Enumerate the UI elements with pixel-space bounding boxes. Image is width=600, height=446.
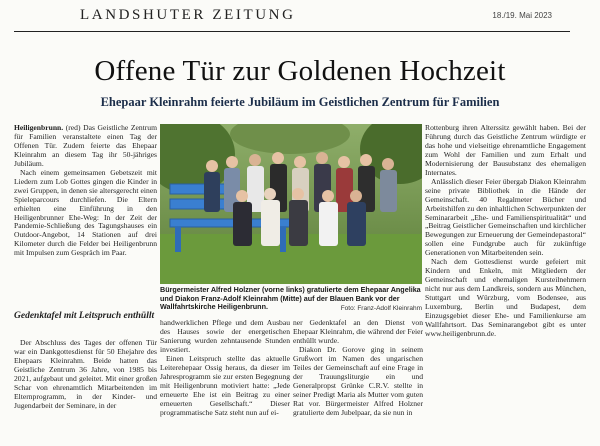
paragraph: Diakon Dr. Gorove ging in seinem Grußwort im Namen des ungarischen Teiles der Gemeinschaft auf eine Frage in der Trauungsliturgie ein und Generalpropst Grünke C.R.V. stellte in seiner Predigt Maria als Mutter vom guten Rat vor. Bürgermeister Alfred Holzner gratulierte dem Jubelpaar, da sie nun in	[293, 344, 423, 417]
dateline: Heiligenbrunn.	[14, 123, 64, 132]
article-column-1	[14, 124, 157, 258]
masthead: LANDSHUTER ZEITUNG	[80, 7, 296, 23]
paragraph: Der Abschluss des Tages der offenen Tür war ein Dankgottesdienst für 50 Ehejahre des Ehepaars Kleinrahm. Beide hatten das Geistliche Zentrum 36 Jahre, von 1985 bis 2021, aufgebaut und geleitet. Mit einer großen Schar von ehrenamtlich Mitarbeitenden im Elternprogramm, in der Kinder- und Jugendarbeit der Seminare, in der	[14, 338, 157, 410]
paragraph: Nach einem gemeinsamen Gebetszeit mit Liedern zum Lob Gottes gingen die Kinder in zwei Gruppen, in denen sie altersgerecht einen Spieleparcours durchliefen. Die Eltern erhielten eine Einführung in den Heiligenbrunner Ehe-Weg: In der Zeit der Pandemie-Schließung des Tagungshauses ein Outdoor-Angebot, 14 Stationen auf drei Kilometer durch die Felder bei Heiligenbrunn mit Impulsen zum Gespräch im Paar.	[14, 167, 157, 258]
paragraph: ner Gedenktafel an den Dienst von Ehepaar Kleinrahm, die während der Feier enthüllt wurde.	[293, 318, 423, 345]
paragraph: Anlässlich dieser Feier übergab Diakon Kleinrahm seine private Bibliothek in die Hände der Gemeinschaft. 40 Regalmeter Bücher und Arbeitshilfen zu den inhaltlichen Schwerpunkten der Seminararbeit „Ehe- und Familienspiritualität“ und „Beitrag Geistlicher Gemeinschaften und kirchlicher Bewegungen zur Erneuerung der Gemeindepastoral“ sollen eine Fundgrube auch für zukünftige Generationen von Mitarbeitenden sein.	[425, 176, 586, 258]
issue-date: 18./19. Mai 2023	[492, 11, 552, 20]
headline: Offene Tür zur Goldenen Hochzeit	[94, 55, 506, 87]
subheadline: Ehepaar Kleinrahm feierte Jubiläum im Geistlichen Zentrum für Familien	[100, 95, 500, 109]
article-column-3	[293, 319, 423, 417]
article-column-4	[425, 124, 586, 339]
photo-caption: Bürgermeister Alfred Holzner (vorne links) gratulierte dem Ehepaar Angelika und Diakon Franz-Adolf Kleinrahm (Mitte) auf der Blauen Bank vor der Wallfahrtskirche Heiligenbrunn.	[160, 285, 421, 312]
article-column-2	[160, 319, 290, 417]
photo-credit: Foto: Franz-Adolf Kleinrahm	[340, 305, 422, 312]
paragraph: Einen Leitspruch stellte das aktuelle Leiterehepaar Ossig heraus, da dieser im Jahresprogramm sie zur ersten Begegnung mit Heiligenbrunn motiviert hatte: „Jede erneuerte Ehe ist ein Beitrag zu einer erneuerten Gesellschaft.“ Dieser programmatische Satz steht nun auf ei-	[160, 353, 290, 417]
paragraph: Nach dem Gottesdienst wurde gefeiert mit Kindern und Enkeln, mit Mitgliedern der Gemeinschaft und ehemaligen Kursteilnehmern nicht nur aus dem Landkreis, sondern aus München, Stuttgart und Würzburg, vom Bodensee, aus Luxemburg, Berlin und Budapest, dem Einzugsgebiet dieser Ehe- und Familienkurse am Wallfahrtsort. Das Seminarangebot gibt es unter www.heiligenbrunn.de.	[425, 257, 586, 338]
paragraph: Rottenburg ihren Alterssitz gewählt haben. Bei der Führung durch das Geistliche Zentrum würdigte er das hohe und vielseitige ehrenamtliche Engagement zum Wohl der Familien und zum Erhalt und Modernisierung der Bausubstanz des ehemaligen Internates.	[425, 123, 586, 177]
article-column-1-lower	[14, 339, 157, 411]
section-subhead: Gedenktafel mit Leitspruch enthüllt	[14, 311, 155, 321]
paragraph: handwerklichen Pflege und dem Ausbau des Hauses sowie der energetischen Sanierung wurden zehntausende Stunden investiert.	[160, 318, 290, 354]
article-photo	[160, 124, 422, 284]
header-rule	[14, 31, 570, 32]
lead-paragraph	[14, 124, 157, 169]
lead-text: (red) Das Geistliche Zentrum für Familien veranstaltete einen Tag der Offenen Tür. Zudem feierte das Ehepaar Kleinrahm an diesem Tag ihr 50-jähriges Jubiläum.	[14, 123, 157, 168]
group-photo-image	[160, 124, 422, 284]
